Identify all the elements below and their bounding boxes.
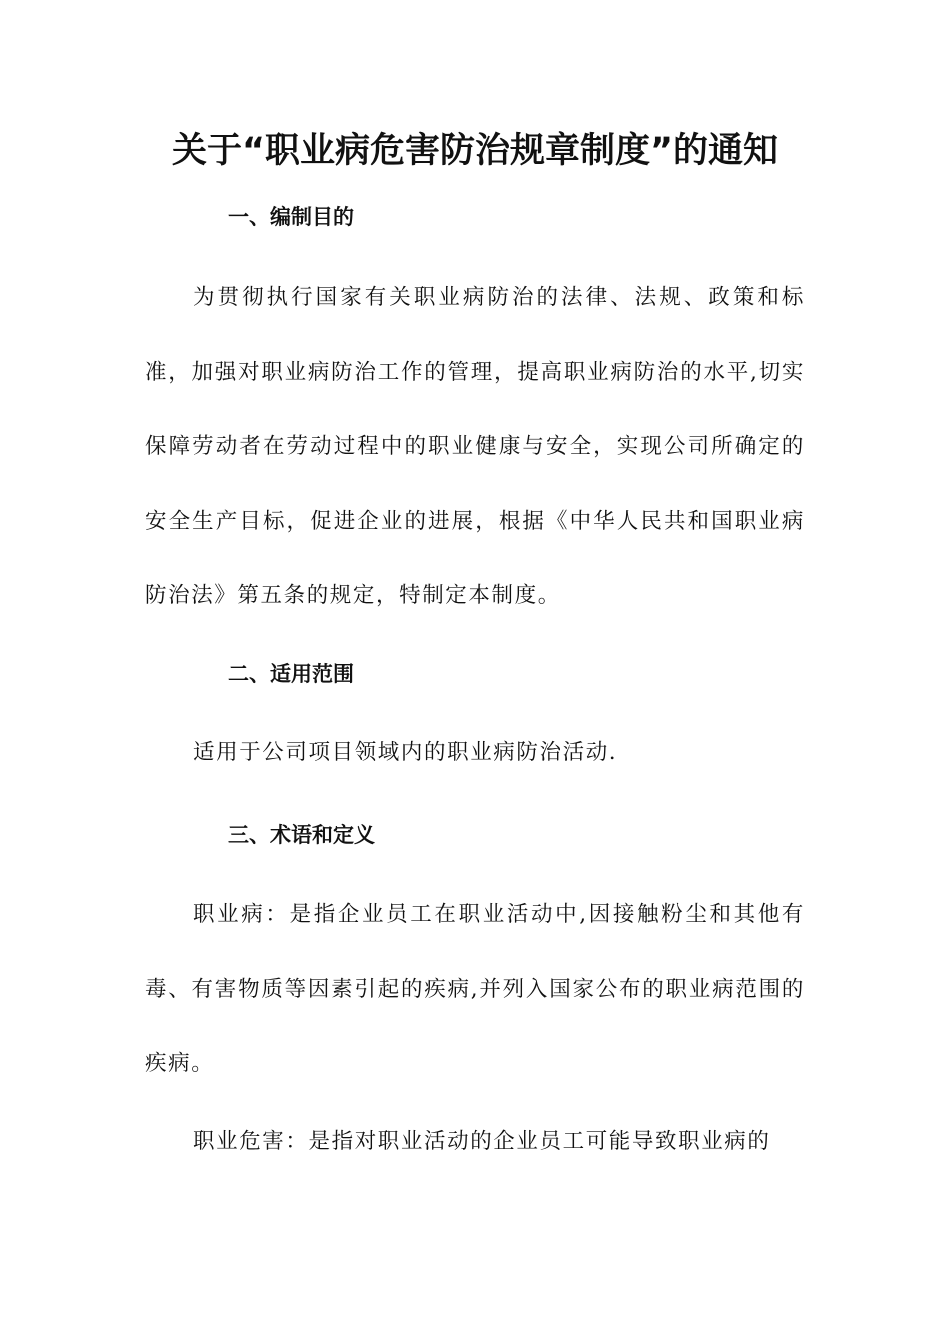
- paragraph-occupational-hazard: 职业危害：是指对职业活动的企业员工可能导致职业病的: [193, 1129, 771, 1154]
- section-heading-purpose: 一、编制目的: [228, 205, 354, 229]
- paragraph-occupational-disease: 职业病：是指企业员工在职业活动中,因接触粉尘和其他有毒、有害物质等因素引起的疾病,并列入国家公布的职业病范围的疾病。: [145, 902, 805, 1076]
- paragraph-scope: 适用于公司项目领域内的职业病防治活动.: [193, 740, 618, 765]
- section-heading-terms: 三、术语和定义: [228, 823, 375, 847]
- section-heading-scope: 二、适用范围: [228, 662, 354, 686]
- paragraph-purpose: 为贯彻执行国家有关职业病防治的法律、法规、政策和标准，加强对职业病防治工作的管理，提高职业病防治的水平,切实保障劳动者在劳动过程中的职业健康与安全，实现公司所确定的安全生产目标，促进企业的进展，根据《中华人民共和国职业病防治法》第五条的规定，特制定本制度。: [145, 285, 805, 608]
- document-title: 关于“职业病危害防治规章制度”的通知: [171, 131, 778, 171]
